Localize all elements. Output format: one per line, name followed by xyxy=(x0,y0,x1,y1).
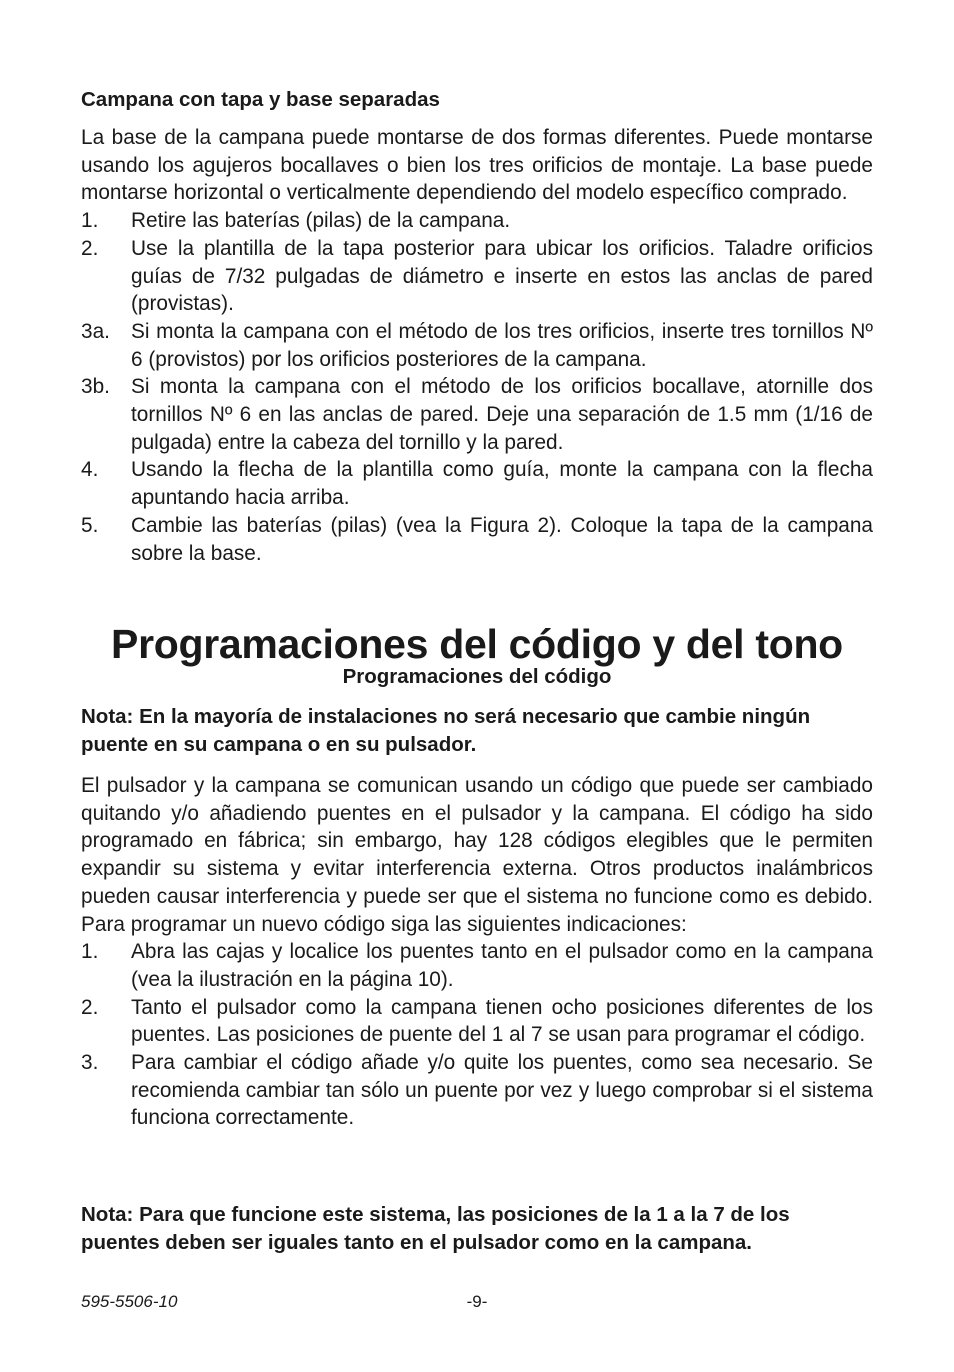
step-text: Si monta la campana con el método de los orificios bocallave, atornille dos tornillos Nº 6 en las anclas de pared. Deje una separación de 1.5 mm (1/16 de pulgada) entre la cabeza del tornillo y la pared. xyxy=(131,375,873,454)
code-steps xyxy=(81,938,873,1132)
step-number: 2. xyxy=(81,995,99,1019)
list-item xyxy=(81,456,873,511)
code-section xyxy=(81,772,873,1132)
step-text: Si monta la campana con el método de los tres orificios, inserte tres tornillos Nº 6 (provistos) por los orificios posteriores de la campana. xyxy=(131,319,873,371)
step-number: 3a. xyxy=(81,319,110,343)
step-text: Tanto el pulsador como la campana tienen ocho posiciones diferentes de los puentes. Las posiciones de puente del 1 al 7 se usan para programar el código. xyxy=(131,995,873,1047)
list-item xyxy=(81,207,873,235)
code-intro: El pulsador y la campana se comunican usando un código que puede ser cambiado quitando y/o añadiendo puentes en el pulsador y la campana. El código ha sido programado en fábrica; sin embargo, hay 128 códigos elegibles que le permiten expandir su sistema y evitar interferencia externa. Otros productos inalámbricos pueden causar interferencia y puede ser que el sistema no funcione como es debido. Para programar un nuevo código siga las siguientes indicaciones: xyxy=(81,774,873,936)
step-text: Abra las cajas y localice los puentes tanto en el pulsador como en la campana (vea la ilustración en la página 10). xyxy=(131,940,873,991)
list-item xyxy=(81,994,873,1049)
step-text: Retire las baterías (pilas) de la campana. xyxy=(131,209,511,233)
page-title: Programaciones del código y del tono xyxy=(111,621,843,667)
step-text: Cambie las baterías (pilas) (vea la Figura 2). Coloque la tapa de la campana sobre la base. xyxy=(131,513,873,565)
step-text: Use la plantilla de la tapa posterior para ubicar los orificios. Taladre orificios guías de 7/32 pulgadas de diámetro e inserte en estos las anclas de pared (provistas). xyxy=(131,236,873,316)
step-text: Para cambiar el código añade y/o quite los puentes, como sea necesario. Se recomienda cambiar tan sólo un puente por vez y luego comprobar si el sistema funciona correctamente. xyxy=(131,1051,873,1130)
step-number: 4. xyxy=(81,458,99,482)
page-number: -9- xyxy=(466,1292,488,1311)
list-item xyxy=(81,235,873,318)
step-number: 3. xyxy=(81,1051,99,1075)
section-heading: Campana con tapa y base separadas xyxy=(81,88,440,111)
mounting-section xyxy=(81,124,873,567)
list-item xyxy=(81,373,873,456)
page-subtitle: Programaciones del código xyxy=(342,665,612,688)
step-number: 2. xyxy=(81,236,99,260)
list-item xyxy=(81,512,873,567)
mounting-steps xyxy=(81,207,873,567)
mounting-intro: La base de la campana puede montarse de dos formas diferentes. Puede montarse usando los agujeros bocallaves o bien los tres orificios de montaje. La base puede montarse horizontal o verticalmente dependiendo del modelo específico comprado. xyxy=(81,126,873,205)
step-number: 1. xyxy=(81,209,99,233)
list-item xyxy=(81,318,873,373)
step-number: 3b. xyxy=(81,375,110,399)
note-bold: Nota: En la mayoría de instalaciones no será necesario que cambie ningún puente en su campana o en su pulsador. xyxy=(81,705,811,756)
step-number: 1. xyxy=(81,940,99,964)
list-item xyxy=(81,1049,873,1132)
step-number: 5. xyxy=(81,513,99,537)
list-item xyxy=(81,938,873,993)
document-number: 595-5506-10 xyxy=(81,1292,178,1311)
note-bold: Nota: Para que funcione este sistema, las posiciones de la 1 a la 7 de los puentes deben ser iguales tanto en el pulsador como en la campana. xyxy=(81,1203,790,1254)
step-text: Usando la flecha de la plantilla como guía, monte la campana con la flecha apuntando hacia arriba. xyxy=(131,458,873,510)
